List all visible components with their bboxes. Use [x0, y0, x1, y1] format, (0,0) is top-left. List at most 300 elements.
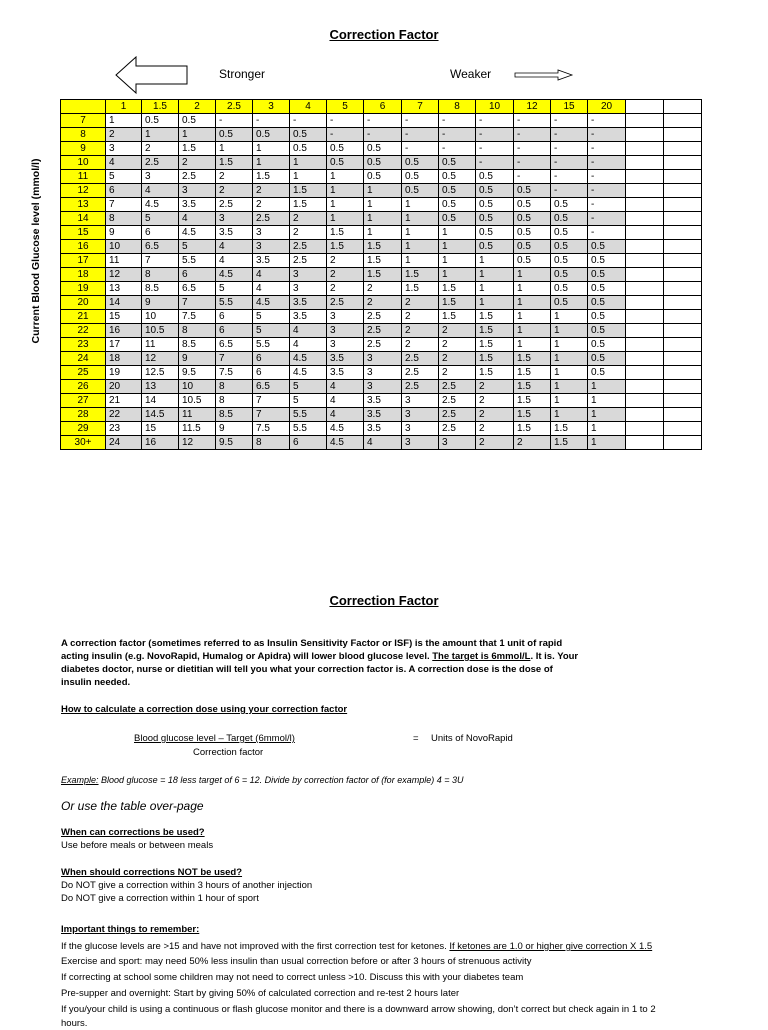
table-cell: - [588, 198, 626, 212]
table-cell: 0.5 [551, 226, 588, 240]
empty-cell [664, 100, 702, 114]
table-cell: - [439, 114, 476, 128]
table-cell: 2 [476, 436, 514, 450]
empty-cell [664, 296, 702, 310]
table-cell: 4 [106, 156, 142, 170]
table-cell: 1.5 [216, 156, 253, 170]
empty-cell [664, 408, 702, 422]
empty-cell [626, 422, 664, 436]
table-cell: 1 [514, 268, 551, 282]
empty-cell [626, 310, 664, 324]
table-cell: 24 [106, 436, 142, 450]
table-cell: 1.5 [327, 240, 364, 254]
formula-equals: = [413, 733, 419, 744]
table-cell: 6.5 [142, 240, 179, 254]
table-row [61, 268, 702, 282]
table-cell: 23 [106, 422, 142, 436]
important-line-2: Exercise and sport: may need 50% less insulin than usual correction before or after 3 hours of strenuous activity [61, 956, 532, 967]
table-cell: 1 [327, 170, 364, 184]
table-cell: 3 [402, 422, 439, 436]
table-cell: 5.5 [216, 296, 253, 310]
table-cell: 4 [327, 380, 364, 394]
table-cell: 1 [551, 352, 588, 366]
table-cell: - [327, 128, 364, 142]
table-cell: 4.5 [253, 296, 290, 310]
table-cell: 4 [216, 240, 253, 254]
table-cell: 5.5 [290, 408, 327, 422]
table-cell: - [514, 170, 551, 184]
empty-cell [626, 114, 664, 128]
table-cell: 2.5 [216, 198, 253, 212]
table-cell: 4.5 [216, 268, 253, 282]
table-cell: 1 [514, 282, 551, 296]
table-cell: - [253, 114, 290, 128]
table-cell: 1 [402, 240, 439, 254]
table-cell: 1 [327, 184, 364, 198]
empty-cell [626, 142, 664, 156]
intro-line-5: insulin needed. [61, 677, 131, 688]
table-cell: 4 [364, 436, 402, 450]
table-cell: 1 [253, 142, 290, 156]
table-cell: 15 [142, 422, 179, 436]
when-heading: When can corrections be used? [61, 827, 205, 838]
table-row [61, 338, 702, 352]
row-label-cell: 19 [61, 282, 106, 296]
table-cell: 8 [106, 212, 142, 226]
table-cell: 1 [216, 142, 253, 156]
or-table-note: Or use the table over-page [61, 799, 204, 813]
table-cell: 1 [439, 254, 476, 268]
table-row [61, 114, 702, 128]
table-cell: 1 [439, 226, 476, 240]
table-cell: 5 [290, 394, 327, 408]
table-cell: 1 [364, 198, 402, 212]
table-cell: - [216, 114, 253, 128]
table-cell: 11 [106, 254, 142, 268]
header-cell: 7 [402, 100, 439, 114]
table-cell: 1 [551, 394, 588, 408]
table-cell: 9.5 [179, 366, 216, 380]
table-cell: 0.5 [551, 254, 588, 268]
table-cell: 2.5 [327, 296, 364, 310]
table-cell: 7 [106, 198, 142, 212]
table-cell: 1 [327, 198, 364, 212]
table-cell: 8 [216, 380, 253, 394]
table-cell: - [588, 184, 626, 198]
table-cell: 5 [253, 310, 290, 324]
table-cell: 1 [327, 212, 364, 226]
table-cell: 2.5 [364, 310, 402, 324]
empty-cell [626, 282, 664, 296]
empty-cell [626, 240, 664, 254]
table-cell: 2 [514, 436, 551, 450]
table-cell: 1 [588, 394, 626, 408]
table-cell: 19 [106, 366, 142, 380]
table-cell: 1 [402, 212, 439, 226]
table-cell: 7 [142, 254, 179, 268]
table-row [61, 324, 702, 338]
table-cell: 5.5 [253, 338, 290, 352]
intro-line-4: diabetes doctor, nurse or dietitian will tell you what your correction factor is. A correction dose is the dose of [61, 664, 553, 675]
important-line-4: Pre-supper and overnight: Start by giving 50% of calculated correction and re-test 2 hours later [61, 988, 460, 999]
table-cell: 3 [142, 170, 179, 184]
table-cell: 3.5 [290, 296, 327, 310]
table-cell: 3 [402, 394, 439, 408]
table-cell: 8 [179, 324, 216, 338]
empty-cell [664, 212, 702, 226]
table-cell: 1 [588, 408, 626, 422]
table-cell: 0.5 [439, 156, 476, 170]
empty-cell [664, 268, 702, 282]
table-row [61, 394, 702, 408]
table-cell: 2 [290, 212, 327, 226]
header-cell: 2.5 [216, 100, 253, 114]
header-cell: 5 [327, 100, 364, 114]
header-cell: 4 [290, 100, 327, 114]
weaker-arrow-icon [514, 69, 574, 81]
table-row [61, 184, 702, 198]
table-cell: 1 [142, 128, 179, 142]
table-cell: 2 [253, 184, 290, 198]
table-cell: 5 [106, 170, 142, 184]
table-row [61, 422, 702, 436]
table-cell: 2 [327, 254, 364, 268]
table-cell: 2.5 [402, 352, 439, 366]
row-label-cell: 13 [61, 198, 106, 212]
table-cell: - [402, 114, 439, 128]
empty-cell [664, 184, 702, 198]
table-cell: 0.5 [588, 282, 626, 296]
row-label-cell: 27 [61, 394, 106, 408]
table-cell: 0.5 [476, 184, 514, 198]
table-cell: 2 [439, 352, 476, 366]
table-cell: 2 [402, 310, 439, 324]
table-cell: 6.5 [179, 282, 216, 296]
empty-cell [664, 128, 702, 142]
important-heading: Important things to remember: [61, 924, 200, 935]
table-cell: 6 [179, 268, 216, 282]
table-row [61, 408, 702, 422]
when-text: Use before meals or between meals [61, 840, 214, 851]
table-cell: 1 [290, 170, 327, 184]
table-cell: 1 [514, 310, 551, 324]
table-cell: 5 [253, 324, 290, 338]
page-title: Correction Factor [329, 27, 439, 42]
empty-cell [664, 240, 702, 254]
table-cell: 1.5 [327, 226, 364, 240]
table-cell: 2.5 [439, 380, 476, 394]
table-cell: 7.5 [216, 366, 253, 380]
table-cell: 0.5 [476, 240, 514, 254]
table-cell: 0.5 [588, 268, 626, 282]
table-cell: 6 [253, 352, 290, 366]
table-cell: 1.5 [364, 240, 402, 254]
table-cell: 2 [402, 338, 439, 352]
table-cell: 0.5 [476, 212, 514, 226]
important-line-5b: hours. [61, 1018, 88, 1029]
table-cell: 2.5 [439, 408, 476, 422]
table-cell: 10 [106, 240, 142, 254]
table-cell: 1.5 [476, 324, 514, 338]
empty-cell [664, 170, 702, 184]
empty-cell [664, 198, 702, 212]
example-line: Example: Blood glucose = 18 less target of 6 = 12. Divide by correction factor of (for example) 4 = 3U [61, 775, 464, 785]
table-row [61, 240, 702, 254]
table-cell: 1 [514, 324, 551, 338]
stronger-label: Stronger [219, 67, 266, 81]
row-label-cell: 28 [61, 408, 106, 422]
table-cell: 13 [142, 380, 179, 394]
table-row [61, 310, 702, 324]
table-cell: 2 [402, 324, 439, 338]
table-cell: 7 [216, 352, 253, 366]
table-cell: 6 [216, 324, 253, 338]
table-cell: - [476, 142, 514, 156]
table-cell: 1.5 [402, 282, 439, 296]
table-cell: 1.5 [476, 338, 514, 352]
table-cell: - [514, 114, 551, 128]
table-cell: 0.5 [476, 198, 514, 212]
empty-cell [626, 254, 664, 268]
table-row [61, 436, 702, 450]
table-cell: 11 [142, 338, 179, 352]
table-cell: 9 [216, 422, 253, 436]
table-cell: 3 [179, 184, 216, 198]
table-cell: 5 [216, 282, 253, 296]
correction-factor-table [60, 99, 702, 450]
table-cell: 12 [179, 436, 216, 450]
table-cell: 6 [216, 310, 253, 324]
table-cell: 2 [327, 268, 364, 282]
table-row [61, 254, 702, 268]
table-cell: 7 [253, 394, 290, 408]
table-cell: 3.5 [327, 352, 364, 366]
table-cell: 1.5 [514, 352, 551, 366]
table-cell: 1.5 [290, 184, 327, 198]
table-cell: 3.5 [216, 226, 253, 240]
table-cell: 3.5 [179, 198, 216, 212]
table-row [61, 380, 702, 394]
table-cell: 4 [290, 338, 327, 352]
table-cell: 1.5 [364, 254, 402, 268]
row-label-cell: 22 [61, 324, 106, 338]
table-cell: 6.5 [253, 380, 290, 394]
table-cell: 0.5 [402, 184, 439, 198]
table-cell: 0.5 [551, 240, 588, 254]
table-cell: 2.5 [364, 338, 402, 352]
table-cell: 0.5 [439, 184, 476, 198]
table-cell: 11.5 [179, 422, 216, 436]
header-cell: 12 [514, 100, 551, 114]
row-label-cell: 23 [61, 338, 106, 352]
formula-denominator: Correction factor [193, 747, 264, 758]
row-label-cell: 8 [61, 128, 106, 142]
table-cell: - [439, 142, 476, 156]
table-cell: - [364, 114, 402, 128]
table-cell: - [476, 114, 514, 128]
table-cell: 2 [476, 422, 514, 436]
empty-cell [626, 380, 664, 394]
table-cell: 15 [106, 310, 142, 324]
table-cell: 0.5 [551, 296, 588, 310]
table-cell: 2.5 [179, 170, 216, 184]
table-cell: 4 [327, 408, 364, 422]
how-heading: How to calculate a correction dose using your correction factor [61, 704, 348, 715]
row-label-cell: 21 [61, 310, 106, 324]
table-cell: 0.5 [439, 170, 476, 184]
table-header-row [61, 100, 702, 114]
table-cell: 3 [290, 282, 327, 296]
table-cell: 2 [364, 282, 402, 296]
table-cell: 20 [106, 380, 142, 394]
table-cell: 2 [439, 366, 476, 380]
empty-cell [664, 436, 702, 450]
table-cell: 14 [142, 394, 179, 408]
row-label-cell: 12 [61, 184, 106, 198]
table-cell: 3 [253, 240, 290, 254]
header-cell: 20 [588, 100, 626, 114]
table-cell: 10.5 [179, 394, 216, 408]
header-cell: 3 [253, 100, 290, 114]
table-cell: 14 [106, 296, 142, 310]
empty-cell [626, 436, 664, 450]
table-cell: 18 [106, 352, 142, 366]
intro-paragraph [61, 637, 741, 689]
empty-cell [626, 156, 664, 170]
table-cell: 4.5 [290, 366, 327, 380]
table-cell: 4 [142, 184, 179, 198]
table-cell: 2 [290, 226, 327, 240]
table-cell: 0.5 [588, 296, 626, 310]
table-cell: 4 [216, 254, 253, 268]
table-cell: 0.5 [588, 338, 626, 352]
table-cell: - [476, 156, 514, 170]
table-cell: - [588, 156, 626, 170]
table-cell: 8 [142, 268, 179, 282]
table-cell: 12.5 [142, 366, 179, 380]
table-cell: 0.5 [514, 198, 551, 212]
table-row [61, 128, 702, 142]
table-cell: 2 [476, 380, 514, 394]
table-cell: 2 [253, 198, 290, 212]
weaker-label: Weaker [450, 67, 492, 81]
header-cell: 6 [364, 100, 402, 114]
table-cell: 4.5 [179, 226, 216, 240]
table-cell: 12 [142, 352, 179, 366]
table-cell: 1.5 [253, 170, 290, 184]
table-cell: 0.5 [142, 114, 179, 128]
table-cell: 1 [476, 296, 514, 310]
not-line-1: Do NOT give a correction within 3 hours of another injection [61, 880, 313, 891]
table-cell: 1.5 [439, 282, 476, 296]
table-cell: 1 [364, 226, 402, 240]
table-row [61, 282, 702, 296]
table-cell: - [588, 128, 626, 142]
empty-cell [626, 212, 664, 226]
table-row [61, 212, 702, 226]
empty-cell [664, 366, 702, 380]
table-cell: - [588, 142, 626, 156]
table-cell: 2.5 [364, 324, 402, 338]
table-cell: 0.5 [588, 240, 626, 254]
table-cell: - [551, 142, 588, 156]
table-cell: 10.5 [142, 324, 179, 338]
table-cell: 0.5 [364, 142, 402, 156]
table-cell: 1.5 [551, 422, 588, 436]
table-cell: - [588, 212, 626, 226]
table-cell: 2 [216, 170, 253, 184]
row-label-cell: 30+ [61, 436, 106, 450]
table-cell: 3 [327, 324, 364, 338]
table-cell: 12 [106, 268, 142, 282]
table-cell: 1 [551, 408, 588, 422]
table-cell: 2.5 [402, 380, 439, 394]
table-cell: 0.5 [551, 198, 588, 212]
row-label-cell: 20 [61, 296, 106, 310]
table-cell: - [514, 142, 551, 156]
table-cell: 1 [402, 254, 439, 268]
table-cell: 13 [106, 282, 142, 296]
table-row [61, 296, 702, 310]
table-cell: 4 [253, 268, 290, 282]
table-cell: - [551, 114, 588, 128]
table-cell: 4 [253, 282, 290, 296]
formula-numerator: Blood glucose level – Target (6mmol/l) [134, 733, 295, 744]
table-cell: 4.5 [327, 422, 364, 436]
table-cell: - [476, 128, 514, 142]
table-cell: 1 [514, 296, 551, 310]
table-cell: 8.5 [179, 338, 216, 352]
empty-cell [664, 422, 702, 436]
table-cell: 1 [402, 226, 439, 240]
table-cell: 2 [364, 296, 402, 310]
table-cell: 3 [402, 408, 439, 422]
table-cell: 14.5 [142, 408, 179, 422]
empty-cell [626, 296, 664, 310]
table-cell: - [364, 128, 402, 142]
table-row [61, 156, 702, 170]
table-row [61, 142, 702, 156]
table-cell: 1 [476, 254, 514, 268]
table-cell: 6 [106, 184, 142, 198]
table-cell: 2 [476, 394, 514, 408]
table-cell: 1 [439, 240, 476, 254]
table-cell: 1 [588, 422, 626, 436]
table-cell: 0.5 [551, 268, 588, 282]
table-cell: 1 [439, 268, 476, 282]
table-cell: 3.5 [253, 254, 290, 268]
table-cell: 3 [364, 380, 402, 394]
table-cell: - [514, 128, 551, 142]
table-cell: 1 [364, 212, 402, 226]
intro-line-2: acting insulin (e.g. NovoRapid, Humalog or Apidra) will lower blood glucose level. The target is 6mmol/L. It is. Your [61, 651, 579, 662]
table-cell: 0.5 [179, 114, 216, 128]
table-cell: 1 [551, 310, 588, 324]
table-cell: 1 [551, 338, 588, 352]
table-cell: 9 [106, 226, 142, 240]
table-cell: 0.5 [588, 310, 626, 324]
empty-cell [626, 352, 664, 366]
empty-cell [626, 394, 664, 408]
empty-cell [626, 226, 664, 240]
table-cell: 0.5 [514, 254, 551, 268]
table-cell: - [551, 170, 588, 184]
header-corner-cell [61, 100, 106, 114]
info-title: Correction Factor [329, 593, 439, 608]
table-cell: 8 [216, 394, 253, 408]
important-line-5a: If you/your child is using a continuous or flash glucose monitor and there is a downward arrow showing, don’t correct but check again in 1 to 2 [61, 1004, 656, 1015]
table-cell: 1.5 [476, 366, 514, 380]
